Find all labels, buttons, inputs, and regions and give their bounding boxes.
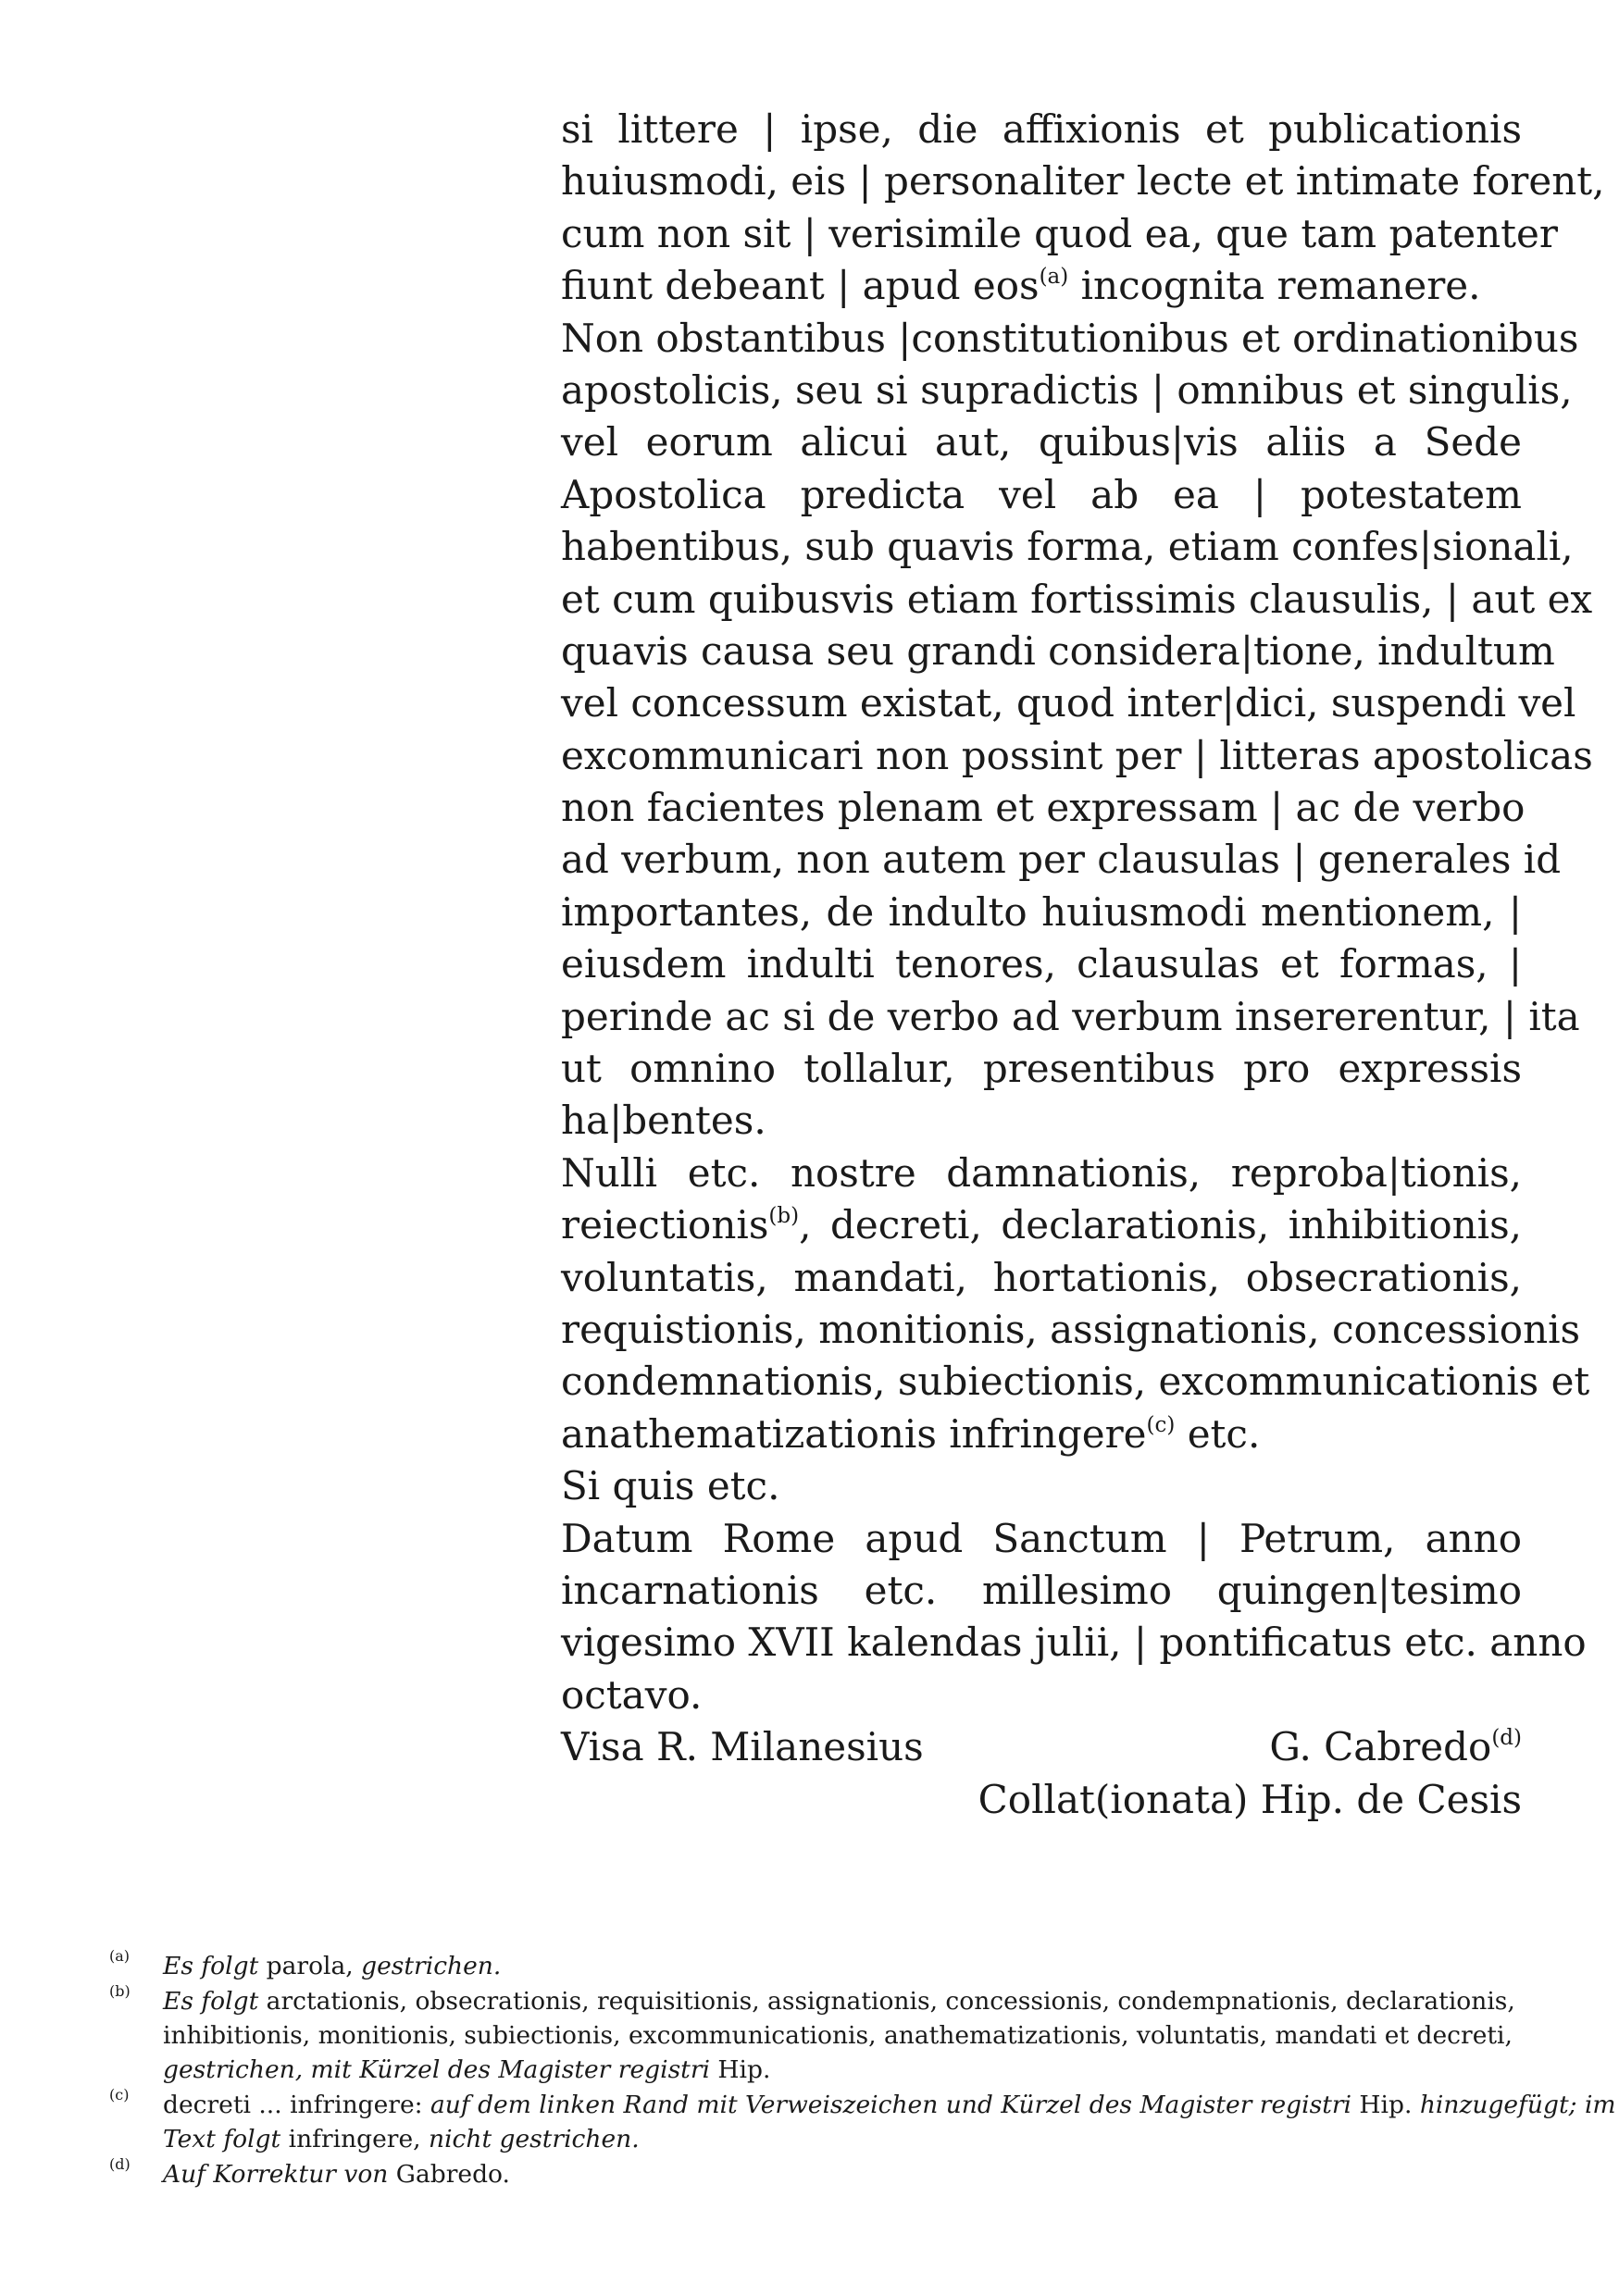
text-segment: ad verbum, non autem per clausulas | generales id [561, 837, 1562, 883]
text-line [561, 155, 1605, 207]
text-segment: quavis causa seu grandi considera|tione, indultum [561, 627, 1555, 674]
footnote-line [163, 1984, 1516, 2018]
text-line [561, 834, 1562, 886]
text-segment: et cum quibusvis etiam fortissimis clausulis, | aut ex [561, 576, 1593, 622]
signature-left: Visa R. Milanesius [561, 1724, 924, 1770]
text-segment: incognita remanere. [1068, 263, 1481, 309]
text-line [561, 626, 1555, 677]
text-segment: condemnationis, subiectionis, excommunicationis et [561, 1359, 1590, 1405]
footnote-text: Hip. [709, 2055, 771, 2084]
text-line [561, 260, 1522, 312]
footnote [109, 1984, 1516, 2087]
signature-right: G. Cabredo [1269, 1724, 1492, 1770]
text-segment: anathematizationis infringere [561, 1410, 1147, 1457]
text-line [561, 1356, 1590, 1408]
text-segment: vel eorum alicui aut, quibus|vis aliis a Sede [561, 419, 1522, 465]
footnote [109, 1949, 1516, 1983]
text-segment: Nulli etc. nostre damnationis, reproba|tionis, [561, 1149, 1522, 1196]
text-segment: excommunicari non possint per | litteras apostolicas [561, 732, 1593, 778]
footnote-marker: (a) [1039, 265, 1069, 290]
text-line [561, 1252, 1522, 1304]
text-line [561, 730, 1593, 782]
text-segment: , decreti, declarationis, inhibitionis, [799, 1202, 1522, 1248]
text-line [561, 365, 1573, 416]
footnote-mark: (c) [109, 2086, 130, 2104]
signature-right-group [1269, 1721, 1522, 1773]
footnote-text: nicht gestrichen. [429, 2125, 640, 2153]
text-segment: si littere | ipse, die affixionis et publicationis [561, 106, 1522, 152]
footnote-text: hinzugefügt; im [1419, 2091, 1616, 2119]
text-line [561, 469, 1522, 521]
text-segment: Apostolica predicta vel ab ea | potestatem [561, 471, 1522, 517]
text-segment: Non obstantibus |constitutionibus et ordinationibus [561, 315, 1579, 361]
footnote-marker: (c) [1146, 1412, 1176, 1437]
text-segment: reiectionis [561, 1202, 769, 1248]
text-line [561, 1304, 1581, 1356]
footnote-text: gestrichen, mit Kürzel des Magister registri [163, 2055, 710, 2084]
footnote-text: inhibitionis, monitionis, subiectionis, excommunicationis, anathematizationis, voluntatis, mandati et decreti, [163, 2021, 1513, 2050]
footnote-text: gestrichen. [361, 1952, 502, 1980]
text-line [561, 574, 1593, 626]
footnote-text: Auf Korrektur von [163, 2160, 389, 2189]
text-segment: vel concessum existat, quod inter|dici, suspendi vel [561, 680, 1576, 726]
main-text-block [561, 104, 1605, 1826]
text-line [561, 1199, 1522, 1251]
text-line [561, 677, 1576, 729]
text-segment: apostolicis, seu si supradictis | omnibus et singulis, [561, 366, 1573, 413]
footnote-line [163, 2088, 1616, 2122]
text-segment: incarnationis etc. millesimo quingen|tesimo [561, 1567, 1522, 1613]
text-segment: Si quis etc. [561, 1463, 780, 1509]
footnote-text: Gabredo. [388, 2160, 510, 2189]
text-segment: non facientes plenam et expressam | ac de verbo [561, 785, 1526, 831]
text-line [561, 1095, 1522, 1147]
footnote [109, 2157, 1516, 2191]
footnote [109, 2086, 1616, 2156]
text-segment: perinde ac si de verbo ad verbum insererentur, | ita [561, 993, 1580, 1039]
text-line [561, 1043, 1522, 1095]
text-line [561, 1148, 1522, 1199]
text-line [561, 1565, 1522, 1617]
footnote-text: infringere, [280, 2125, 429, 2153]
text-segment: requistionis, monitionis, assignationis, concessionis [561, 1306, 1581, 1352]
text-segment: huiusmodi, eis | personaliter lecte et intimate forent, [561, 158, 1605, 205]
text-segment: eiusdem indulti tenores, clausulas et formas, | [561, 941, 1522, 987]
text-segment: fiunt debeant | apud eos [561, 263, 1040, 309]
text-line [561, 991, 1580, 1043]
footnote-line [163, 2018, 1516, 2053]
text-line [561, 208, 1558, 260]
footnote-mark: (d) [109, 2155, 131, 2173]
signature-line [561, 1721, 1522, 1773]
footnote-line [163, 2053, 1516, 2087]
text-line [561, 1669, 1522, 1721]
text-segment: cum non sit | verisimile quod ea, que tam patenter [561, 210, 1558, 256]
footnote-line [163, 1949, 1516, 1983]
text-segment: ha|bentes. [561, 1098, 766, 1144]
text-segment: importantes, de indulto huiusmodi mentionem, | [561, 888, 1522, 935]
text-line [561, 104, 1522, 155]
footnote-marker-d: (d) [1491, 1726, 1522, 1751]
text-line [561, 1409, 1522, 1460]
text-line [561, 1617, 1587, 1669]
text-segment: etc. [1175, 1410, 1261, 1457]
text-segment: habentibus, sub quavis forma, etiam confes|sionali, [561, 524, 1574, 570]
footnote-text: Text folgt [163, 2125, 281, 2153]
footnote-line [163, 2157, 1516, 2191]
text-line [561, 1513, 1522, 1565]
text-line [561, 938, 1522, 990]
footnote-marker: (b) [768, 1204, 800, 1229]
footnote-text: Es folgt [163, 1987, 259, 2016]
footnote-text: parola, [258, 1952, 362, 1980]
text-segment: Datum Rome apud Sanctum | Petrum, anno [561, 1515, 1522, 1561]
footnote-mark: (a) [109, 1947, 131, 1965]
text-line [561, 416, 1522, 468]
footnote-mark: (b) [109, 1982, 131, 2000]
text-line [561, 521, 1574, 573]
footnote-text: Hip. [1351, 2091, 1420, 2119]
text-line [561, 1460, 1522, 1512]
text-line [561, 782, 1526, 834]
footnote-text: arctationis, obsecrationis, requisitionis, assignationis, concessionis, condempnationis, declarationis, [258, 1987, 1515, 2016]
text-line [561, 313, 1579, 365]
footnote-line [163, 2122, 1516, 2156]
collation-line: Collat(ionata) Hip. de Cesis [978, 1776, 1522, 1822]
text-segment: octavo. [561, 1671, 703, 1718]
footnote-text: decreti ... infringere: [163, 2091, 430, 2119]
text-line [561, 887, 1522, 938]
footnote-text: auf dem linken Rand mit Verweiszeichen und Kürzel des Magister registri [430, 2091, 1351, 2119]
text-segment: vigesimo XVII kalendas julii, | pontificatus etc. anno [561, 1620, 1587, 1666]
text-lines [561, 104, 1605, 1721]
text-segment: voluntatis, mandati, hortationis, obsecrationis, [561, 1254, 1522, 1300]
text-segment: ut omnino tollalur, presentibus pro expressis [561, 1046, 1522, 1092]
footnote-text: Es folgt [163, 1952, 259, 1980]
footnotes [109, 1947, 1616, 2192]
